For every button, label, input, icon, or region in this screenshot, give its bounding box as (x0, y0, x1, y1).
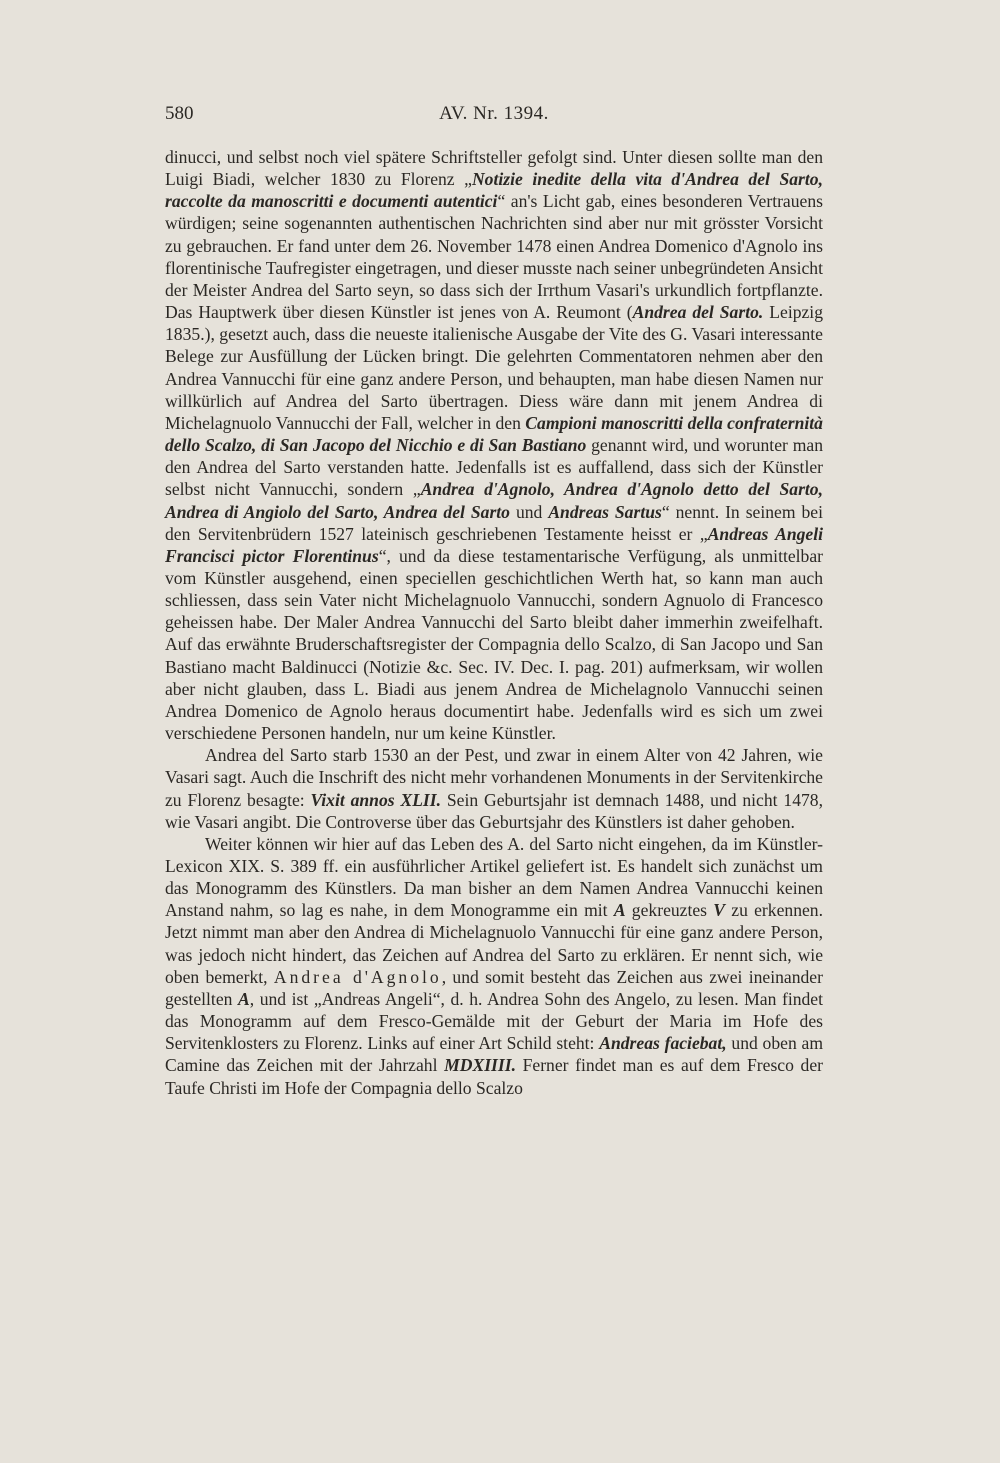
text-segment: Leipzig 1835.), gesetzt auch, dass die neueste italienische Ausgabe der Vite des G. Vasari interessante Belege zur Ausfüllung der Lücken bringt. Die gelehrten Commentatoren nehmen aber den Andrea Vannucchi für eine ganz andere Person, und behaupten, man habe diesen Namen nur willkürlich auf Andrea del Sarto übertragen. Diess wäre dann mit jenem Andrea di Michelagnuolo Vannucchi der Fall, welcher in den (165, 302, 823, 433)
paragraph (165, 146, 823, 744)
text-segment: Weiter können wir hier auf das Leben des A. del Sarto nicht eingehen, da im Künstler-Lexicon XIX. S. 389 ff. ein ausführlicher Artikel geliefert ist. Es handelt sich zunächst um das Monogramm des Künstlers. Da man bisher an dem Namen Andrea Vannucchi keinen Anstand nahm, so lag es nahe, in dem Monogramme ein mit (165, 833, 823, 921)
text-segment: zu erkennen. Jetzt nimmt man aber den Andrea di Michelagnuolo Vannucchi für eine ganz andere Person, was jedoch nicht hindert, das Zeichen auf Andrea del Sarto zu erklären. Er nennt sich, wie oben bemerkt, (165, 900, 823, 987)
page-header (165, 103, 823, 133)
italic-segment: Vixit annos XLII. (310, 789, 442, 810)
text-segment: Sein Geburtsjahr ist demnach 1488, und nicht 1478, wie Vasari angibt. Die Controverse über das Geburtsjahr des Künstlers ist daher gehoben. (165, 789, 823, 832)
italic-segment: Andreas Sartus (548, 501, 662, 522)
text-segment: und oben am Camine das Zeichen mit der Jahrzahl (165, 1033, 824, 1076)
italic-segment: Notizie inedite della vita d'Andrea del Sarto, raccolte da manoscritti e documenti autentici (165, 169, 823, 212)
italic-segment: A (613, 900, 626, 921)
text-segment: , und somit besteht das Zeichen aus zwei ineinander gestellten (165, 966, 823, 1009)
text-segment: und (509, 501, 549, 522)
italic-segment: Andreas faciebat, (599, 1033, 727, 1054)
text-segment: gekreuztes (625, 900, 714, 921)
italic-segment: Andrea del Sarto. (632, 302, 764, 323)
spaced-segment: Andrea d'Agnolo (273, 966, 442, 987)
text-segment: “ an's Licht gab, eines besonderen Vertrauens würdigen; seine sogenannten authentischen Nachrichten sind aber nur mit grösster Vorsicht zu gebrauchen. Er fand unter dem 26. November 1478 einen Andrea Domenico d'Agnolo ins florentinische Taufregister eingetragen, und dieser musste nach seiner unbegründeten Ansicht der Meister Andrea del Sarto seyn, so dass sich der Irrthum Vasari's urkundlich fortpflanzte. Das Hauptwerk über diesen Künstler ist jenes von A. Reumont ( (165, 191, 823, 323)
text-segment: dinucci, und selbst noch viel spätere Schriftsteller gefolgt sind. Unter diesen sollte man den Luigi Biadi, welcher 1830 zu Florenz „ (165, 147, 823, 190)
paragraph (165, 744, 823, 833)
text-segment: genannt wird, und worunter man den Andrea del Sarto verstanden hatte. Jedenfalls ist es auffallend, dass sich der Künstler selbst nicht Vannucchi, sondern „ (165, 435, 823, 500)
body-text (165, 146, 823, 1099)
italic-segment: Campioni manoscritti della confraternità dello Scalzo, di San Jacopo del Nicchio e di San Bastiano (165, 412, 823, 456)
text-segment: Andrea del Sarto starb 1530 an der Pest, und zwar in einem Alter von 42 Jahren, wie Vasari sagt. Auch die Inschrift des nicht mehr vorhandenen Monuments in der Servitenkirche zu Florenz besagte: (165, 745, 823, 810)
italic-segment: Andreas Angeli Francisci pictor Florentinus (165, 523, 824, 566)
paragraph (165, 833, 823, 1099)
text-segment: , und ist „Andreas Angeli“, d. h. Andrea Sohn des Angelo, zu lesen. Man findet das Monogramm auf dem Fresco-Gemälde mit der Geburt der Maria im Hofe des Servitenklosters zu Florenz. Links auf einer Art Schild steht: (165, 988, 823, 1054)
italic-segment: A (237, 988, 250, 1009)
text-segment: Ferner findet man es auf dem Fresco der Taufe Christi im Hofe der Compagnia dello Scalzo (165, 1055, 823, 1098)
italic-segment: V (713, 900, 726, 921)
running-head: AV. Nr. 1394. (439, 103, 549, 124)
text-segment: “, und da diese testamentarische Verfügung, als unmittelbar vom Künstler ausgehend, einen speciellen geschichtlichen Werth hat, so kann man auch schliessen, dass sein Vater nicht Michelagnuolo Vannucchi, sondern Agnuolo di Francesco geheissen habe. Der Maler Andrea Vannucchi del Sarto bleibt daher immerhin zweifelhaft. Auf das erwähnte Bruderschaftsregister der Compagnia dello Scalzo, di San Jacopo und San Bastiano macht Baldinucci (Notizie &c. Sec. IV. Dec. I. pag. 201) aufmerksam, wir wollen aber nicht glauben, dass L. Biadi aus jenem Andrea de Michelagnolo Vannucchi seinen Andrea Domenico de Agnolo heraus documentirt habe. Jedenfalls wird es sich um zwei verschiedene Personen handeln, nur um keine Künstler. (165, 545, 824, 744)
italic-segment: MDXIIII. (444, 1055, 516, 1076)
text-segment: “ nennt. In seinem bei den Servitenbrüdern 1527 lateinisch geschriebenen Testamente heisst er „ (165, 501, 823, 544)
italic-segment: Andrea d'Agnolo, Andrea d'Agnolo detto del Sarto, Andrea di Angiolo del Sarto, Andrea del Sarto (165, 479, 823, 522)
page-number: 580 (165, 103, 194, 124)
